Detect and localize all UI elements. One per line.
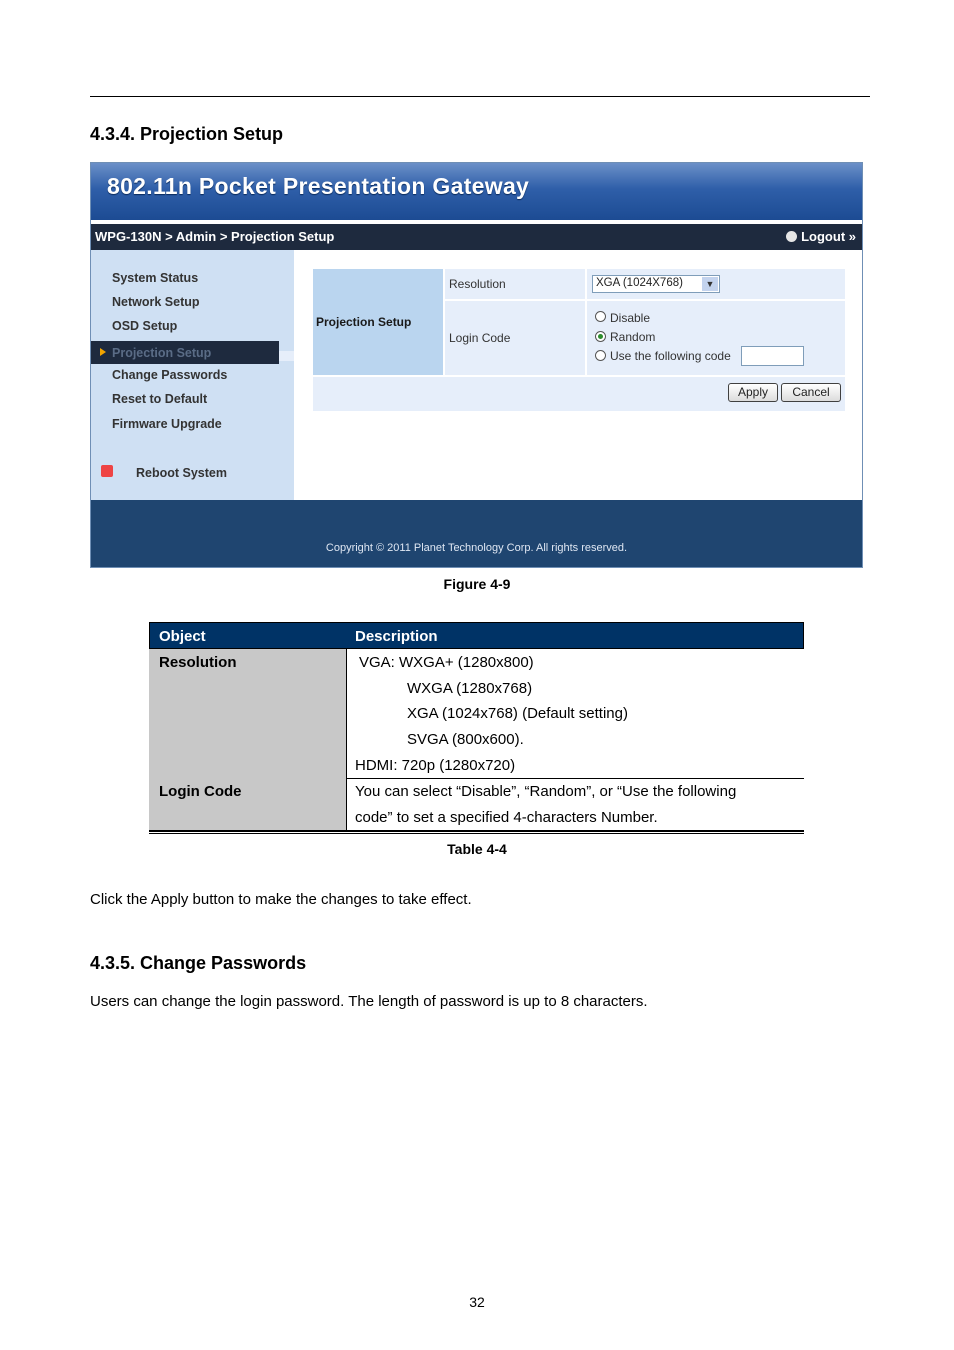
sidebar-item-change-passwords[interactable]: Change Passwords: [112, 368, 228, 382]
apply-button[interactable]: Apply: [728, 383, 778, 402]
section-heading-projection-setup: 4.3.4. Projection Setup: [90, 124, 284, 144]
row-divider: [346, 778, 804, 779]
copyright-text: Copyright © 2011 Planet Technology Corp. All rights reserved.: [325, 542, 628, 554]
object-column: [149, 649, 346, 831]
login-code-label-cell: [445, 301, 585, 375]
row-login-code-line: You can select “Disable”, “Random”, or “Use the following: [355, 783, 737, 800]
header-description: Description: [355, 628, 438, 645]
button-row-cell: [313, 377, 845, 411]
sidebar-item-system-status[interactable]: System Status: [112, 271, 199, 285]
banner: [91, 163, 862, 220]
table-caption: Table 4-4: [447, 841, 507, 857]
sidebar-item-reboot-system[interactable]: Reboot System: [136, 466, 227, 480]
resolution-select[interactable]: [592, 275, 720, 293]
active-tab-indicator: [279, 351, 294, 361]
arrow-right-icon: [100, 348, 106, 356]
power-icon: [101, 465, 113, 477]
change-passwords-paragraph: Users can change the login password. The length of password is up to 8 characters.: [90, 993, 648, 1010]
table-bottom-rule-inner: [149, 833, 804, 834]
row-resolution-line: VGA: WXGA+ (1280x800): [359, 654, 534, 671]
header-rule: [90, 96, 870, 97]
table-header: [149, 622, 804, 649]
resolution-label-cell: [445, 269, 585, 299]
row-resolution-line: XGA (1024x768) (Default setting): [407, 705, 628, 722]
login-code-label: Login Code: [449, 331, 511, 345]
cancel-button[interactable]: Cancel: [781, 383, 841, 402]
row-login-code-line: code” to set a specified 4-characters Number.: [355, 809, 658, 826]
apply-note-paragraph: Click the Apply button to make the changes to take effect.: [90, 891, 472, 908]
row-resolution-line: SVGA (800x600).: [407, 731, 524, 748]
resolution-value-cell: [587, 269, 845, 299]
logout-icon: [786, 231, 797, 242]
sidebar: [91, 250, 294, 500]
projection-setup-screenshot: [90, 162, 863, 568]
radio-use-following-code-label: Use the following code: [610, 349, 731, 363]
resolution-label: Resolution: [449, 277, 506, 291]
footer: [91, 500, 862, 567]
row-resolution-line: HDMI: 720p (1280x720): [355, 757, 516, 774]
resolution-selected-value: XGA (1024X768): [596, 277, 683, 289]
header-object: Object: [159, 628, 206, 645]
row-login-code-object: Login Code: [159, 783, 242, 800]
radio-disable[interactable]: [595, 311, 606, 322]
sidebar-item-label: Projection Setup: [112, 346, 212, 360]
sidebar-item-reset-to-default[interactable]: Reset to Default: [112, 392, 208, 406]
sidebar-item-network-setup[interactable]: Network Setup: [112, 295, 200, 309]
chevron-down-icon: ▼: [702, 277, 718, 291]
table-bottom-rule: [149, 830, 804, 832]
login-code-options-cell: [587, 301, 845, 375]
radio-random-label: Random: [610, 330, 656, 344]
nav-bar: [91, 224, 862, 250]
banner-title: 802.11n Pocket Presentation Gateway: [107, 173, 530, 199]
login-code-input[interactable]: [741, 346, 804, 366]
page-number: 32: [469, 1294, 485, 1310]
row-resolution-line: WXGA (1280x768): [407, 680, 533, 697]
form-section-cell: [313, 269, 443, 375]
figure-caption: Figure 4-9: [443, 576, 511, 592]
logout-label: Logout »: [801, 229, 856, 244]
radio-disable-label: Disable: [610, 311, 651, 325]
sidebar-item-projection-setup[interactable]: [91, 341, 279, 364]
logout-link[interactable]: [786, 229, 856, 244]
column-divider: [346, 649, 347, 831]
sidebar-item-osd-setup[interactable]: OSD Setup: [112, 319, 178, 333]
radio-use-following-code[interactable]: [595, 350, 606, 361]
section-heading-change-passwords: 4.3.5. Change Passwords: [90, 953, 307, 973]
form-section-label: Projection Setup: [316, 315, 412, 329]
radio-random[interactable]: [595, 331, 606, 342]
sidebar-item-firmware-upgrade[interactable]: Firmware Upgrade: [112, 417, 222, 431]
main-panel: [294, 250, 862, 500]
breadcrumb: WPG-130N > Admin > Projection Setup: [95, 229, 335, 244]
row-resolution-object: Resolution: [159, 654, 237, 671]
